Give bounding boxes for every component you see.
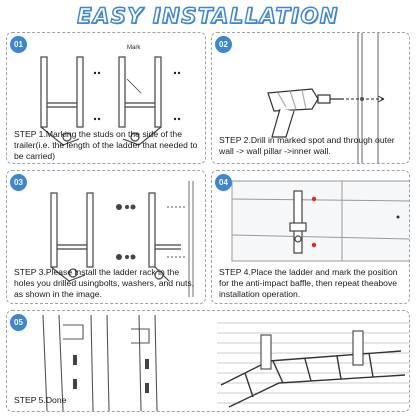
step-5-text: STEP 5.Done — [14, 395, 67, 405]
page-title: EASY INSTALLATION — [77, 4, 339, 28]
step-2-text: STEP 2.Drill in marked spot and through outer wall -> wall pillar ->inner wall. — [219, 135, 395, 156]
step-1-panel — [6, 32, 206, 164]
step-2-badge: 02 — [215, 36, 232, 53]
step-4-panel — [211, 170, 410, 304]
step-5-panel — [6, 310, 410, 412]
drill-icon — [268, 89, 344, 137]
step-2-panel — [211, 32, 410, 164]
step-3-text: STEP 3.Please install the ladder rack in the holes you drilled usingbolts, washers, and nuts, as shown in the image. — [14, 267, 195, 299]
step-4-text: STEP 4.Place the ladder and mark the position for the anti-impact baffle, then repeat theabove installation operation. — [219, 267, 398, 299]
step-4-badge: 04 — [215, 174, 232, 191]
mark-callout-label: Mark — [127, 45, 141, 51]
step-3-badge: 03 — [10, 174, 27, 191]
step-3-panel — [6, 170, 206, 304]
step-1-badge: 01 — [10, 36, 27, 53]
step-1-text: STEP 1.Marking the studs on the side of the trailer(i.e. the length of the ladder that needed to be carried) — [14, 129, 198, 161]
step-5-badge: 05 — [10, 314, 27, 331]
